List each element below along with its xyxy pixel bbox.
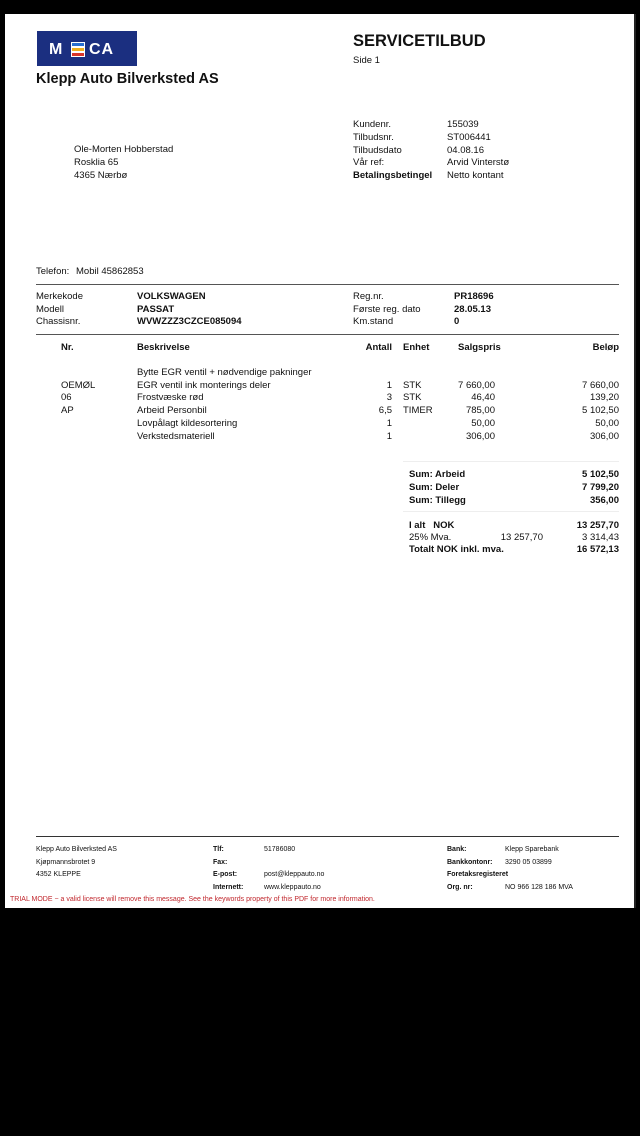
phone-label: Telefon: — [36, 266, 70, 277]
sum-label: Sum: Tillegg — [409, 495, 466, 506]
divider — [36, 284, 619, 285]
cell-price: 46,40 — [471, 392, 495, 404]
vehicle-label: Km.stand — [353, 316, 394, 327]
footer-street: Kjøpmannsbrotet 9 — [36, 859, 96, 866]
vat-value: 3 314,43 — [582, 532, 619, 543]
grand-total-label: Totalt NOK inkl. mva. — [409, 544, 504, 555]
logo-letters-ca: CA — [89, 41, 115, 58]
col-header-nr: Nr. — [61, 342, 74, 353]
cell-desc: Bytte EGR ventil + nødvendige pakninger — [137, 367, 312, 378]
vehicle-label: Første reg. dato — [353, 304, 421, 315]
total-excl-vat-label: I alt NOK — [409, 520, 455, 531]
totals-separator — [403, 511, 619, 512]
meta-label: Kundenr. — [353, 119, 392, 130]
cell-unit: STK — [403, 379, 422, 391]
meta-value: Netto kontant — [447, 170, 504, 181]
vehicle-label: Reg.nr. — [353, 291, 384, 302]
company-name: Klepp Auto Bilverksted AS — [36, 71, 219, 87]
sum-value: 356,00 — [589, 495, 619, 506]
cell-desc: Arbeid Personbil — [137, 405, 207, 417]
cell-nr: OEMØL — [61, 379, 96, 391]
logo-letter-m: M — [49, 41, 64, 58]
vehicle-value: WVWZZZ3CZCE085094 — [137, 316, 242, 327]
customer-city: 4365 Nærbø — [74, 170, 128, 181]
col-header-amount: Beløp — [592, 342, 619, 353]
cell-desc: EGR ventil ink monterings deler — [137, 379, 271, 391]
vehicle-label: Merkekode — [36, 291, 83, 302]
cell-price: 785,00 — [465, 405, 495, 417]
cell-desc: Verkstedsmateriell — [137, 430, 215, 442]
divider — [36, 334, 619, 335]
vehicle-value: PASSAT — [137, 304, 175, 315]
meta-value: Arvid Vinterstø — [447, 157, 510, 168]
col-header-quantity: Antall — [365, 342, 392, 353]
col-header-unit: Enhet — [403, 342, 430, 353]
footer-website-link[interactable]: www.kleppauto.no — [264, 884, 321, 891]
cell-desc: Lovpålagt kildesortering — [137, 417, 238, 429]
cell-qty: 3 — [386, 392, 392, 404]
meta-value: 04.08.16 — [447, 145, 484, 156]
vehicle-label: Chassisnr. — [36, 316, 81, 327]
meta-label: Betalingsbetingel — [353, 170, 433, 181]
vehicle-value: 28.05.13 — [454, 304, 491, 315]
document-title: SERVICETILBUD — [353, 32, 486, 50]
meta-label: Tilbudsnr. — [353, 132, 394, 143]
meta-label: Vår ref: — [353, 157, 385, 168]
page-number: Side 1 — [353, 55, 380, 66]
footer-contact-label: Fax: — [213, 859, 228, 866]
vehicle-label: Modell — [36, 304, 64, 315]
logo-bar-red — [71, 52, 85, 57]
meta-label: Tilbudsdato — [353, 145, 402, 156]
total-excl-vat-value: 13 257,70 — [576, 520, 619, 531]
cell-desc: Frostvæske rød — [137, 392, 204, 404]
cell-nr: AP — [61, 405, 74, 417]
footer-contact-label: Tlf: — [213, 846, 224, 853]
meca-logo — [37, 31, 137, 66]
footer-email-link[interactable]: post@kleppauto.no — [264, 871, 325, 878]
vat-base: 13 257,70 — [500, 532, 543, 543]
trial-mode-notice: TRIAL MODE − a valid license will remove this message. See the keywords property of this PDF for more information. — [10, 896, 375, 903]
sum-label: Sum: Deler — [409, 482, 460, 493]
document-page — [5, 14, 636, 908]
footer-contact-label: E-post: — [213, 871, 238, 878]
sum-value: 7 799,20 — [582, 482, 619, 493]
sum-value: 5 102,50 — [582, 469, 619, 480]
footer-company: Klepp Auto Bilverksted AS — [36, 846, 117, 853]
cell-qty: 1 — [386, 430, 392, 442]
cell-amount: 50,00 — [595, 417, 619, 429]
col-header-price: Salgspris — [458, 342, 501, 353]
footer-bank-label: Bank: — [447, 846, 467, 853]
cell-amount: 5 102,50 — [582, 405, 619, 417]
footer-bank-value: NO 966 128 186 MVA — [505, 884, 573, 891]
vehicle-value: PR18696 — [454, 291, 494, 302]
footer-city: 4352 KLEPPE — [36, 871, 81, 878]
footer-divider — [36, 836, 619, 837]
customer-name: Ole-Morten Hobberstad — [74, 144, 174, 155]
footer-phone: 51786080 — [264, 846, 296, 853]
cell-price: 7 660,00 — [458, 379, 495, 391]
cell-unit: TIMER — [403, 405, 433, 417]
sum-label: Sum: Arbeid — [409, 469, 466, 480]
grand-total-value: 16 572,13 — [576, 544, 619, 555]
cell-unit: STK — [403, 392, 422, 404]
phone-value: Mobil 45862853 — [76, 266, 144, 277]
cell-price: 50,00 — [471, 417, 495, 429]
vehicle-value: 0 — [454, 316, 460, 327]
vat-label: 25% Mva. — [409, 532, 452, 543]
col-header-description: Beskrivelse — [137, 342, 190, 353]
cell-amount: 139,20 — [589, 392, 619, 404]
footer-bank-label: Foretaksregisteret — [447, 871, 509, 878]
footer-bank-label: Org. nr: — [447, 884, 473, 891]
cell-amount: 7 660,00 — [582, 379, 619, 391]
footer-bank-label: Bankkontonr: — [447, 859, 493, 866]
footer-contact-label: Internett: — [213, 884, 244, 891]
customer-street: Rosklia 65 — [74, 157, 119, 168]
meta-value: 155039 — [447, 119, 479, 130]
cell-price: 306,00 — [465, 430, 495, 442]
cell-qty: 1 — [386, 379, 392, 391]
cell-qty: 1 — [386, 417, 392, 429]
cell-nr: 06 — [61, 392, 72, 404]
sums-separator — [403, 461, 619, 462]
vehicle-value: VOLKSWAGEN — [137, 291, 206, 302]
cell-qty: 6,5 — [378, 405, 392, 417]
footer-bank-value: Klepp Sparebank — [505, 846, 559, 853]
meta-value: ST006441 — [447, 132, 491, 143]
footer-bank-value: 3290 05 03899 — [505, 859, 552, 866]
cell-amount: 306,00 — [589, 430, 619, 442]
